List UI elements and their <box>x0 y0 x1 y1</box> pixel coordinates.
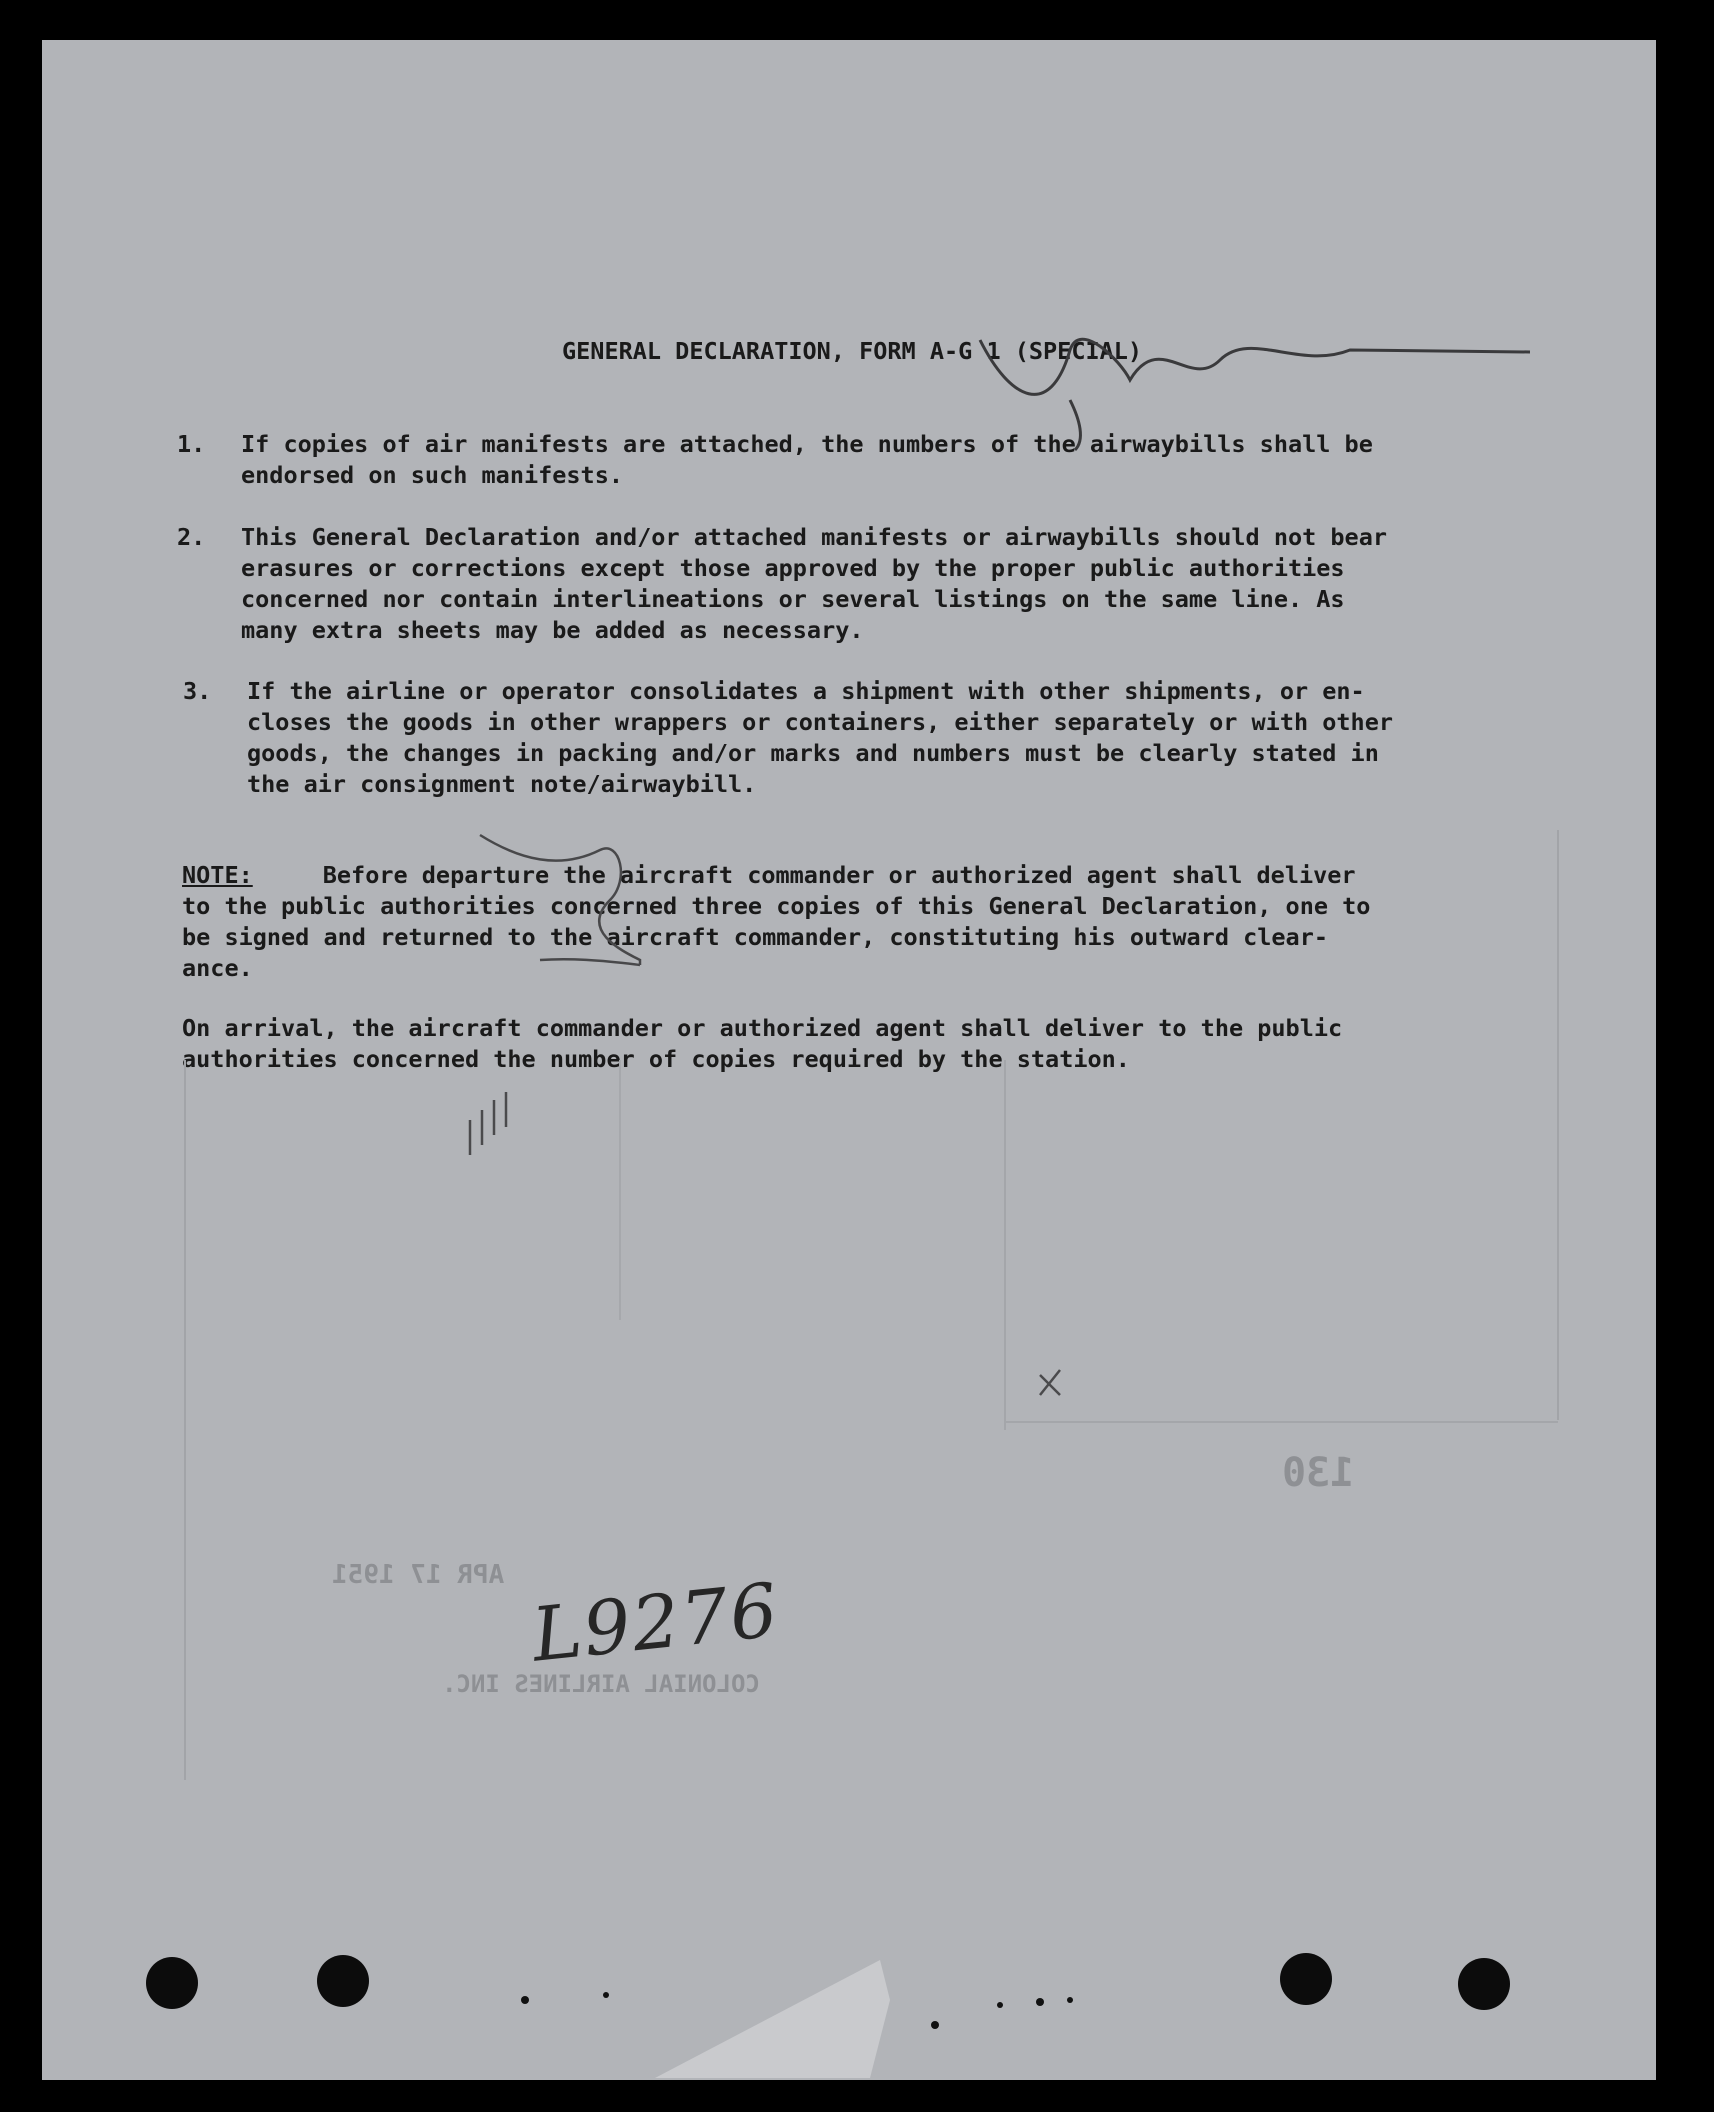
item-1-number: 1. <box>177 430 206 458</box>
item-1-text <box>241 429 1373 491</box>
item-3-line-4: the air consignment note/airwaybill. <box>247 770 757 798</box>
item-3-number: 3. <box>183 677 212 705</box>
ghost-company-stamp: COLONIAL AIRLINES INC. <box>442 1670 760 1698</box>
note-paragraph <box>182 860 1370 984</box>
punch-hole-3 <box>1280 1953 1332 2005</box>
item-2-line-4: many extra sheets may be added as necessary. <box>241 616 864 644</box>
item-2-number: 2. <box>177 523 206 551</box>
item-2-line-3: concerned nor contain interlineations or several listings on the same line. As <box>241 585 1345 613</box>
ghost-stamp-date: APR 17 1951 <box>332 1560 505 1590</box>
item-3-line-3: goods, the changes in packing and/or marks and numbers must be clearly stated in <box>247 739 1379 767</box>
item-3-line-2: closes the goods in other wrappers or containers, either separately or with other <box>247 708 1394 736</box>
document-page <box>42 40 1656 2080</box>
arrival-paragraph <box>182 1013 1342 1075</box>
item-1-line-2: endorsed on such manifests. <box>241 461 624 489</box>
item-1-line-1: If copies of air manifests are attached, the numbers of the airwaybills shall be <box>241 430 1373 458</box>
document-title: GENERAL DECLARATION, FORM A-G 1 (SPECIAL) <box>562 337 1143 365</box>
item-2-line-1: This General Declaration and/or attached manifests or airwaybills should not bear <box>241 523 1388 551</box>
note-line-1-text: Before departure the aircraft commander or authorized agent shall deliver <box>322 861 1356 889</box>
note-label: NOTE: <box>182 861 253 889</box>
handwritten-number: L9276 <box>528 1567 784 1679</box>
note-line-1 <box>182 860 1370 891</box>
arrival-line-2: authorities concerned the number of copies required by the station. <box>182 1045 1130 1073</box>
punch-hole-4 <box>1458 1958 1510 2010</box>
ghost-box-number: 130 <box>1282 1450 1355 1496</box>
punch-hole-2 <box>317 1955 369 2007</box>
item-2-text <box>241 522 1387 646</box>
item-2-line-2: erasures or corrections except those approved by the proper public authorities <box>241 554 1345 582</box>
item-3-line-1: If the airline or operator consolidates a shipment with other shipments, or en- <box>247 677 1365 705</box>
note-line-3: be signed and returned to the aircraft commander, constituting his outward clear- <box>182 923 1329 951</box>
arrival-line-1: On arrival, the aircraft commander or authorized agent shall deliver to the public <box>182 1014 1343 1042</box>
item-3-text <box>247 676 1393 800</box>
punch-hole-1 <box>146 1957 198 2009</box>
note-line-2: to the public authorities concerned three copies of this General Declaration, one to <box>182 892 1371 920</box>
note-line-4: ance. <box>182 954 253 982</box>
